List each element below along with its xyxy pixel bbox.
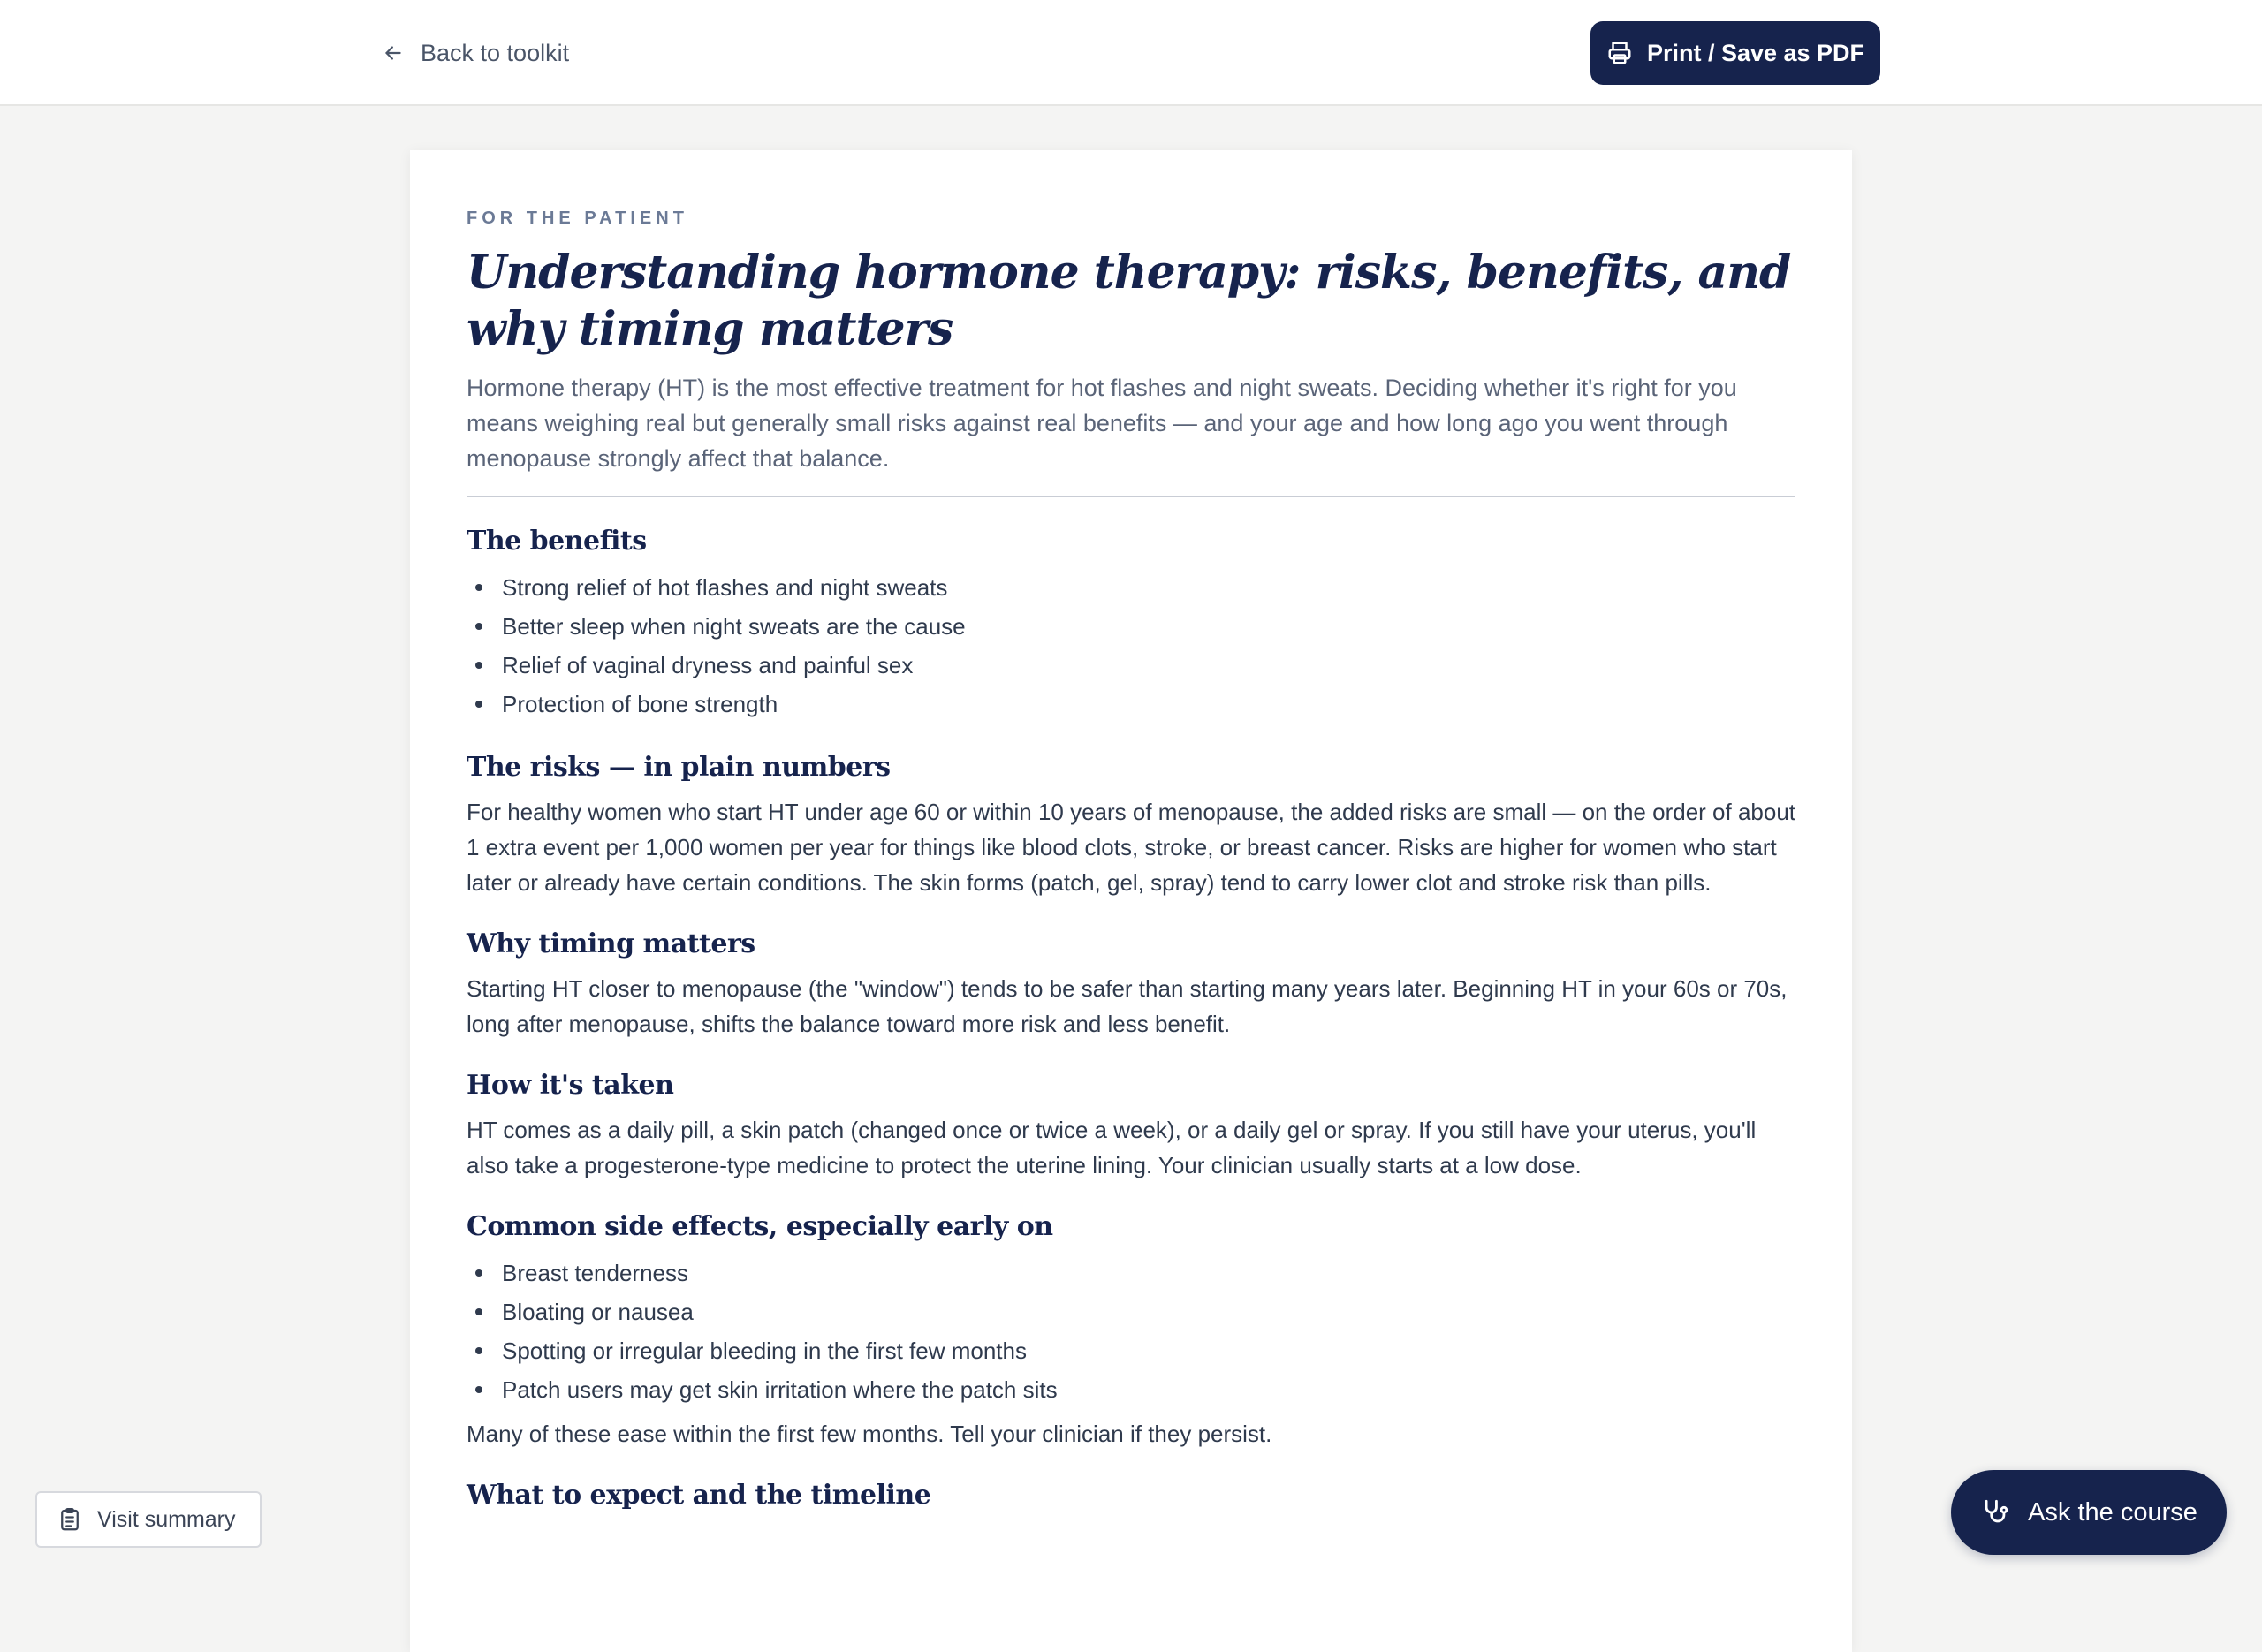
page-title: Understanding hormone therapy: risks, benefits, and why timing matters: [467, 246, 1791, 356]
benefits-list: [467, 568, 1795, 724]
top-bar: [0, 0, 2262, 106]
visit-summary-label: Visit summary: [97, 1506, 236, 1532]
list-item: Breast tenderness: [467, 1254, 1795, 1292]
side-effects-note: Many of these ease within the first few months. Tell your clinician if they persist.: [467, 1421, 1272, 1447]
risks-heading: The risks — in plain numbers: [467, 752, 891, 783]
side-effects-heading: Common side effects, especially early on: [467, 1211, 1053, 1242]
timing-heading: Why timing matters: [467, 928, 755, 959]
list-item: Spotting or irregular bleeding in the first few months: [467, 1331, 1795, 1370]
divider: [467, 496, 1795, 497]
list-item: Better sleep when night sweats are the cause: [467, 607, 1795, 646]
expect-heading: What to expect and the timeline: [467, 1480, 931, 1511]
patient-handout: [410, 150, 1852, 1652]
back-link-label: Back to toolkit: [421, 39, 570, 66]
print-save-pdf-button[interactable]: [1590, 21, 1880, 85]
visit-summary-button[interactable]: [35, 1491, 262, 1548]
arrow-left-icon: [382, 42, 405, 64]
eyebrow-label: FOR THE PATIENT: [467, 208, 688, 228]
risks-paragraph: For healthy women who start HT under age 60 or within 10 years of menopause, the added risks are small — on the order of about 1 extra event per 1,000 women per year for things like blood clots, stroke, or breast cancer. Risks are higher for women who start later or already have certain conditions. The skin forms (patch, gel, spray) tend to carry lower clot and stroke risk than pills.: [467, 799, 1796, 896]
list-item: Patch users may get skin irritation where the patch sits: [467, 1370, 1795, 1409]
list-item: Relief of vaginal dryness and painful sex: [467, 646, 1795, 685]
list-item: Strong relief of hot flashes and night sweats: [467, 568, 1795, 607]
stethoscope-icon: [1980, 1497, 2010, 1527]
benefits-heading: The benefits: [467, 526, 647, 557]
print-button-label: Print / Save as PDF: [1646, 39, 1865, 66]
list-item: Bloating or nausea: [467, 1292, 1795, 1331]
how-taken-heading: How it's taken: [467, 1070, 674, 1101]
ask-button-label: Ask the course: [2028, 1497, 2197, 1527]
clipboard-icon: [57, 1506, 83, 1533]
timing-paragraph: Starting HT closer to menopause (the "window") tends to be safer than starting many years later. Beginning HT in your 60s or 70s, long after menopause, shifts the balance toward more risk and less benefit.: [467, 975, 1788, 1037]
side-effects-list: [467, 1254, 1795, 1409]
ask-the-course-button[interactable]: [1951, 1470, 2227, 1555]
printer-icon: [1606, 40, 1633, 66]
how-taken-paragraph: HT comes as a daily pill, a skin patch (changed once or twice a week), or a daily gel or spray. If you still have your uterus, you'll also take a progesterone-type medicine to protect the uterine lining. Your clinician usually starts at a low dose.: [467, 1117, 1757, 1178]
back-to-toolkit-link[interactable]: [382, 34, 569, 72]
list-item: Protection of bone strength: [467, 685, 1795, 724]
intro-paragraph: Hormone therapy (HT) is the most effective treatment for hot flashes and night sweats. Deciding whether it's right for you means weighing real but generally small risks against real benefits — and your age and how long ago you went through menopause strongly affect that balance.: [467, 375, 1737, 472]
